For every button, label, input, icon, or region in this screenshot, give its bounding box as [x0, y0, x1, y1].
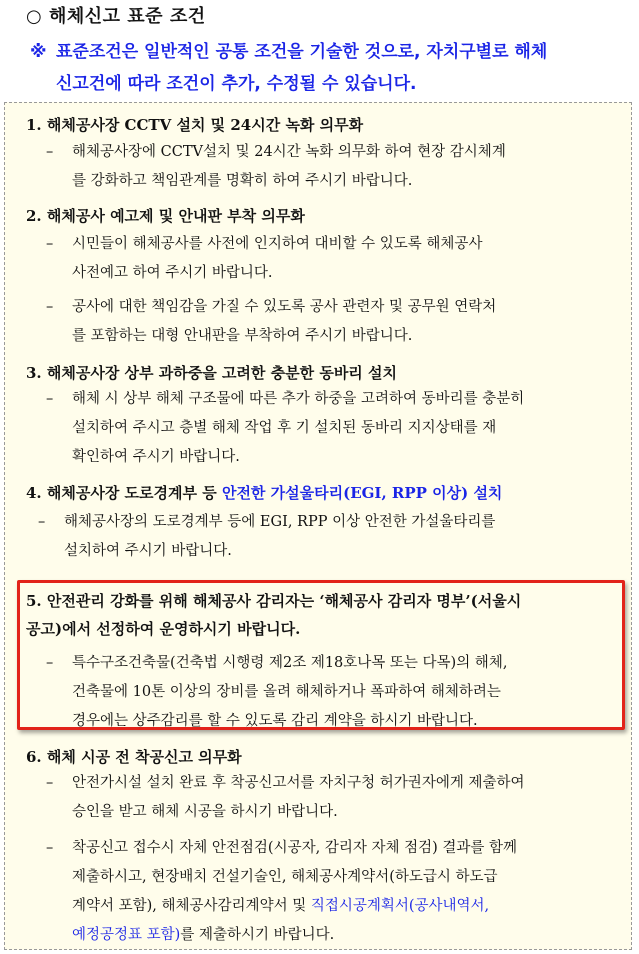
section-4-item-1: – 해체공사장의 도로경계부 등에 EGI, RPP 이상 안전한 가설울타리를 설치하여 주시기 바랍니다. [38, 508, 618, 566]
dash-bullet: – [46, 236, 54, 252]
dash-bullet: – [46, 840, 54, 856]
dash-bullet: – [46, 144, 54, 160]
section-2-heading: 2. 해체공사 예고제 및 안내판 부착 의무화 [26, 207, 305, 225]
plan-document-highlight-a: 직접시공계획서(공사내역서, [310, 898, 490, 914]
section-5-heading: 5. 안전관리 강화를 위해 해체공사 감리자는 ‘해체공사 감리자 명부’(서울시 공고)에서 선정하여 운영하시기 바랍니다. [26, 592, 522, 638]
section-6-item-2: – 착공신고 접수시 자체 안전점검(시공자, 감리자 자체 점검) 결과를 함께 제출하시고, 현장배치 건설기술인, 해체공사계약서(하도급시 하도급 계약서 포함), 해체공사감리계약서 및 직접시공계획서(공사내역서, 예정공정표 포함)를 제출하시기 바랍니다. [46, 834, 616, 950]
dash-bullet: – [46, 775, 54, 791]
dash-bullet: – [46, 391, 54, 407]
section-5-item-1: – 특수구조건축물(건축법 시행령 제2조 제18호나목 또는 다목)의 해체, 건축물에 10톤 이상의 장비를 올려 해체하거나 폭파하여 해체하려는 경우에는 상주감리를 할 수 있도록 감리 계약을 하시기 바랍니다. [46, 649, 616, 736]
notice-line-1: ※ 표준조건은 일반적인 공통 조건을 기술한 것으로, 자치구별로 해체 [30, 36, 634, 68]
section-3-heading: 3. 해체공사장 상부 과하중을 고려한 충분한 동바리 설치 [26, 364, 397, 382]
plan-document-highlight-b: 예정공정표 포함) [72, 927, 181, 943]
page-title: ○ 해체신고 표준 조건 [26, 6, 206, 27]
notice-line-2: 신고건에 따라 조건이 추가, 수정될 수 있습니다. [56, 74, 417, 94]
section-3-item-1: – 해체 시 상부 해체 구조물에 따른 추가 하중을 고려하여 동바리를 충분히 설치하여 주시고 층별 해체 작업 후 기 설치된 동바리 지지상태를 재 확인하여 주시기 바랍니다. [46, 385, 616, 472]
dash-bullet: – [46, 655, 54, 671]
notice [30, 36, 634, 100]
section-6-item-1: – 안전가시설 설치 완료 후 착공신고서를 자치구청 허가권자에게 제출하여 승인을 받고 해체 시공을 하시기 바랍니다. [46, 769, 616, 827]
section-2-item-1: – 시민들이 해체공사를 사전에 인지하여 대비할 수 있도록 해체공사 사전예고 하여 주시기 바랍니다. [46, 230, 616, 288]
reference-mark: ※ [30, 42, 47, 62]
section-4-heading: 4. 해체공사장 도로경계부 등 안전한 가설울타리(EGI, RPP 이상) 설치 [26, 484, 503, 502]
dash-bullet: – [38, 514, 46, 530]
section-1-heading: 1. 해체공사장 CCTV 설치 및 24시간 녹화 의무화 [26, 116, 364, 134]
dash-bullet: – [46, 299, 54, 315]
section-4-heading-highlight: 안전한 가설울타리(EGI, RPP 이상) 설치 [221, 484, 503, 502]
section-6-heading: 6. 해체 시공 전 착공신고 의무화 [26, 748, 242, 766]
section-2-item-2: – 공사에 대한 책임감을 가질 수 있도록 공사 관련자 및 공무원 연락처 를 포함하는 대형 안내판을 부착하여 주시기 바랍니다. [46, 293, 616, 351]
section-1-item-1: – 해체공사장에 CCTV설치 및 24시간 녹화 의무화 하여 현장 감시체계 를 강화하고 책임관계를 명확히 하여 주시기 바랍니다. [46, 138, 616, 196]
